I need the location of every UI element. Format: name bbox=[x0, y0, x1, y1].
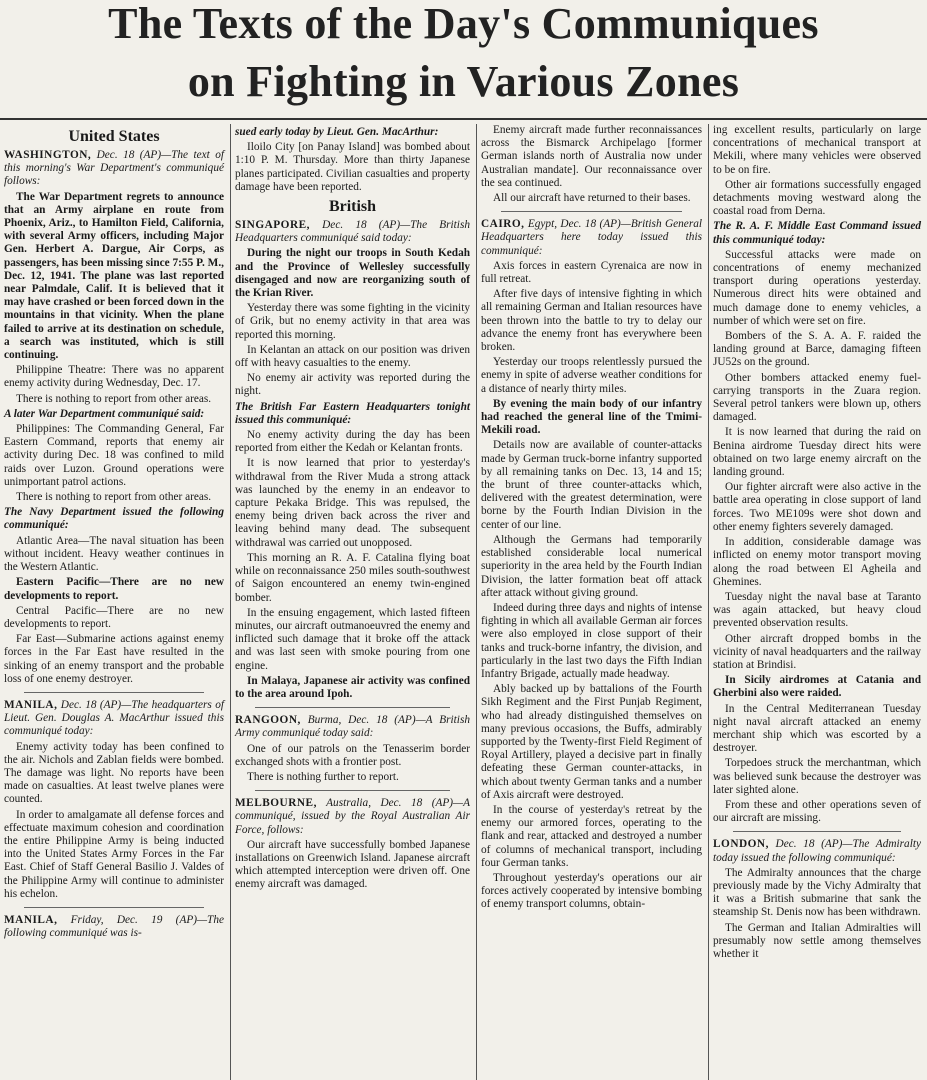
article-columns bbox=[0, 124, 927, 1080]
column-2 bbox=[231, 124, 477, 1080]
section-heading: United States bbox=[68, 128, 160, 145]
dateline-text: Egypt, Dec. 18 (AP)—British General Headquarters here today issued this communiqué: bbox=[481, 218, 702, 257]
paragraph: Yesterday there was some fighting in the vicinity of Grik, but no enemy activity in that area was reported this morning. bbox=[235, 302, 470, 341]
headline-rule bbox=[0, 118, 927, 120]
dateline bbox=[713, 838, 921, 864]
paragraph: There is nothing to report from other areas. bbox=[16, 392, 212, 405]
paragraph: During the night our troops in South Kedah and the Province of Wellesley successfully disengaged and now are reorganizing south of the Krian River. bbox=[235, 247, 470, 300]
paragraph: There is nothing to report from other areas. bbox=[16, 491, 212, 504]
paragraph: Our aircraft have successfully bombed Japanese installations on Greenwich Island. Japanese aircraft which attempted interception were driven off. One enemy aircraft was damaged. bbox=[235, 838, 470, 891]
dateline-place: CAIRO, bbox=[481, 218, 525, 231]
paragraph: Yesterday our troops relentlessly pursued the enemy in spite of adverse weather conditions for a distance of nearly thirty miles. bbox=[481, 356, 702, 395]
paragraph: Eastern Pacific—There are no new developments to report. bbox=[4, 576, 224, 602]
paragraph: It is now learned that during the raid on Benina airdrome Tuesday direct hits were obtained on two large enemy aircraft on the landing ground. bbox=[713, 426, 921, 479]
paragraph: In Malaya, Japanese air activity was confined to the area around Ipoh. bbox=[235, 674, 470, 700]
dateline-place: WASHINGTON, bbox=[4, 149, 92, 161]
paragraph: Tuesday night the naval base at Taranto was again attacked, but heavy cloud prevented observation results. bbox=[713, 590, 921, 630]
communique-intro: The Navy Department issued the following communiqué: bbox=[4, 506, 224, 532]
dateline bbox=[4, 149, 224, 189]
paragraph: Indeed during three days and nights of intense fighting in which all available German air forces were also employed in close support of their tanks and truck-borne infantry, the division, and particularly in the last two days the Fifth Indian Infantry Brigade, actually made headway. bbox=[481, 601, 702, 680]
paragraph: After five days of intensive fighting in which all remaining German and Italian resources have been thrown into the battle to try to delay our advance the enemy front has everywhere been broken. bbox=[481, 288, 702, 354]
communique-intro: The British Far Eastern Headquarters tonight issued this communiqué: bbox=[235, 400, 470, 426]
paragraph: Successful attacks were made on concentrations of enemy mechanized transport during operations yesterday. Numerous direct hits were obtained and much damage done to enemy vehicles, a number of which were set on fire. bbox=[713, 248, 921, 327]
dateline-text: Friday, Dec. 19 (AP)—The following communiqué was is- bbox=[4, 913, 224, 940]
paragraph: The War Department regrets to announce that an Army airplane en route from Phoenix, Ariz., to Hamilton Field, California, with several Army officers, including Major Gen. Herbert A. Dargue, Air Corps, as passengers, has been missing since 7:55 P. M., Dec. 12, 1941. The plane was last reported near Palmdale, Calif. It is believed that it may have crashed or been forced down in the mountains in that vicinity. When the plane failed to arrive at its destination on schedule, a search was instituted, which is still continuing. bbox=[4, 190, 224, 362]
paragraph: Bombers of the S. A. A. F. raided the landing ground at Barce, damaging fifteen JU52s on the ground. bbox=[713, 330, 921, 369]
dateline bbox=[235, 219, 470, 245]
paragraph: Far East—Submarine actions against enemy forces in the Far East have resulted in the sinking of an enemy transport and the probable loss of one enemy destroyer. bbox=[4, 633, 224, 685]
dateline bbox=[481, 218, 702, 258]
dateline-text: Burma, Dec. 18 (AP)—A British Army communiqué today said: bbox=[235, 714, 470, 740]
paragraph: In the Central Mediterranean Tuesday night naval aircraft attacked an enemy merchant ship which was escorted by a destroyer. bbox=[713, 702, 921, 755]
paragraph: Although the Germans had temporarily established considerable local numerical superiority in the area held by the Fourth Indian Division, the latter formation beat off attack after attack without giving ground. bbox=[481, 533, 702, 599]
dateline bbox=[4, 699, 224, 739]
article-separator bbox=[733, 831, 901, 832]
article-separator bbox=[24, 907, 204, 908]
paragraph: In the course of yesterday's retreat by the enemy our armored forces, operating to the flank and rear, attacked and destroyed a number of columns of mechanical transport, including four German tanks. bbox=[481, 803, 702, 869]
paragraph: By evening the main body of our infantry had reached the general line of the Tmimi-Mekili road. bbox=[481, 397, 702, 437]
communique-intro: A later War Department communiqué said: bbox=[4, 407, 205, 420]
paragraph: This morning an R. A. F. Catalina flying boat while on reconnaissance 250 miles south-southwest of Saigon encountered an enemy twin-engined bomber. bbox=[235, 551, 470, 604]
paragraph: Details now are available of counter-attacks made by German truck-borne infantry supported by all remaining tanks on Dec. 13, 14 and 15; the brunt of three counter-attacks which, delivered with the greatest determination, were borne by the Fourth Indian Division in the center of our line. bbox=[481, 439, 702, 531]
dateline-place: MELBOURNE, bbox=[235, 797, 317, 810]
paragraph: In Kelantan an attack on our position was driven off with heavy casualties to the enemy. bbox=[235, 343, 470, 370]
communique-intro: sued early today by Lieut. Gen. MacArthur: bbox=[235, 126, 439, 138]
paragraph: It is now learned that prior to yesterday's withdrawal from the River Muda a strong attack was launched by the enemy in an endeavor to capture Pekaka Bridge. This was repulsed, the enemy being driven back across the river and leaving behind many dead. The subsequent withdrawal was carried out unopposed. bbox=[235, 457, 470, 549]
paragraph: No enemy activity during the day has been reported from either the Kedah or Kelantan fronts. bbox=[235, 429, 470, 455]
paragraph: In Sicily airdromes at Catania and Gherbini also were raided. bbox=[713, 674, 921, 700]
dateline bbox=[235, 797, 470, 837]
dateline bbox=[4, 914, 224, 940]
dateline-text: Australia, Dec. 18 (AP)—A communiqué, issued by the Royal Australian Air Force, follows: bbox=[235, 797, 470, 836]
paragraph: Central Pacific—There are no new developments to report. bbox=[4, 604, 224, 630]
article-separator bbox=[501, 211, 682, 212]
paragraph: The Admiralty announces that the charge previously made by the Vichy Admiralty that it was a British submarine that sank the steamship St. Denis now has been withdrawn. bbox=[713, 866, 921, 919]
paragraph: Enemy aircraft made further reconnaissances across the Bismarck Archipelago [former German islands north of Australia now under Australian mandate]. Our reconnaissance over the sea continued. bbox=[481, 124, 702, 189]
paragraph: In addition, considerable damage was inflicted on enemy motor transport moving along the road between El Agheila and Ghemines. bbox=[713, 536, 921, 588]
paragraph: In order to amalgamate all defense forces and effectuate maximum cohesion and coordination the entire Philippine Army is being inducted into the United States Army Forces in the Far East. Chief of Staff General Basilio J. Valdes of the Philippine Army will continue to administer his echelon. bbox=[4, 808, 224, 900]
paragraph: Enemy activity today has been confined to the air. Nichols and Zablan fields were bombed. The damage was light. No reports have been made on casualties. At least twelve planes were counted. bbox=[4, 740, 224, 806]
dateline bbox=[235, 714, 470, 740]
dateline-place: MANILA, bbox=[4, 698, 58, 711]
article-separator bbox=[24, 692, 204, 693]
paragraph: Our fighter aircraft were also active in the battle area operating in close support of land forces. Two ME109s were shot down and other enemy fighters severely damaged. bbox=[713, 481, 921, 533]
paragraph: No enemy air activity was reported during the night. bbox=[235, 372, 470, 398]
column-3 bbox=[477, 124, 709, 1080]
paragraph: Other air formations successfully engaged detachments moving westward along the coastal road from Derna. bbox=[713, 178, 921, 218]
dateline-place: MANILA, bbox=[4, 913, 58, 926]
article-separator bbox=[255, 707, 450, 708]
section-heading: British bbox=[328, 198, 377, 216]
dateline-text: Dec. 18 (AP)—The Admiralty today issued the following communiqué: bbox=[713, 838, 921, 864]
column-4 bbox=[709, 124, 927, 1080]
paragraph: From these and other operations seven of our aircraft are missing. bbox=[713, 798, 921, 825]
paragraph: The German and Italian Admiralties will presumably now settle among themselves whether it bbox=[713, 921, 921, 960]
dateline-place: RANGOON, bbox=[235, 714, 301, 727]
paragraph: All our aircraft have returned to their bases. bbox=[493, 192, 691, 205]
paragraph: One of our patrols on the Tenasserim border exchanged shots with a frontier post. bbox=[235, 742, 470, 768]
paragraph: There is nothing further to report. bbox=[247, 770, 399, 783]
dateline-text: Dec. 18 (AP)—The text of this morning's War Department's communiqué follows: bbox=[4, 149, 224, 188]
dateline-text: Dec. 18 (AP)—The headquarters of Lieut. Gen. Douglas A. MacArthur issued this communiqué today: bbox=[4, 698, 224, 738]
paragraph: In the ensuing engagement, which lasted fifteen minutes, our aircraft outmanoeuvred the enemy and inflicted such damage that it broke off the attack and was last seen with smoke pouring from one engine. bbox=[235, 606, 470, 672]
paragraph: Torpedoes struck the merchantman, which was believed sunk because the destroyer was later sighted alone. bbox=[713, 757, 921, 796]
column-1 bbox=[0, 124, 231, 1080]
paragraph: Philippine Theatre: There was no apparent enemy activity during Wednesday, Dec. 17. bbox=[4, 364, 224, 390]
paragraph: Iloilo City [on Panay Island] was bombed about 1:10 P. M. Thursday. More than thirty Japanese planes participated. Civilian casualties and property damage have been reported. bbox=[235, 141, 470, 193]
headline-line-2: on Fighting in Various Zones bbox=[187, 57, 740, 106]
communique-intro: The R. A. F. Middle East Command issued this communiqué today: bbox=[713, 220, 921, 246]
paragraph: Philippines: The Commanding General, Far Eastern Command, reports that enemy air activity during Dec. 18 was confined to mild raids over Luzon. Ground operations were unimportant patrol actions. bbox=[4, 423, 224, 488]
article-separator bbox=[255, 790, 450, 791]
paragraph: Throughout yesterday's operations our air forces actively cooperated by intensive bombing of enemy transport columns, obtain- bbox=[481, 871, 702, 911]
headline-line-1: The Texts of the Day's Communiques bbox=[108, 0, 819, 48]
dateline-text: Dec. 18 (AP)—The British Headquarters communiqué said today: bbox=[235, 219, 470, 245]
paragraph: Axis forces in eastern Cyrenaica are now in full retreat. bbox=[481, 259, 702, 286]
paragraph: Other aircraft dropped bombs in the vicinity of naval headquarters and the railway station at Brindisi. bbox=[713, 632, 921, 671]
paragraph: Ably backed up by battalions of the Fourth Sikh Regiment and the First Punjab Regiment, who had already distinguished themselves on many previous occasions, the Buffs, admirably supported by the Twenty-first Field Regiment of Royal Artillery, played a decisive part in finally defeating these German counter-attacks, in which about twenty German tanks and a number of Axis aircraft were destroyed. bbox=[481, 683, 702, 801]
paragraph: ing excellent results, particularly on large concentrations of mechanical transport at Mekili, where many vehicles were observed to be on fire. bbox=[713, 124, 921, 176]
paragraph: Atlantic Area—The naval situation has been without incident. Heavy weather continues in the Western Atlantic. bbox=[4, 534, 224, 574]
paragraph: Other bombers attacked enemy fuel-carrying transports in the Zuara region. Several petrol tankers were blown up, others damaged. bbox=[713, 371, 921, 424]
dateline-place: SINGAPORE, bbox=[235, 219, 310, 232]
dateline-place: LONDON, bbox=[713, 838, 769, 851]
